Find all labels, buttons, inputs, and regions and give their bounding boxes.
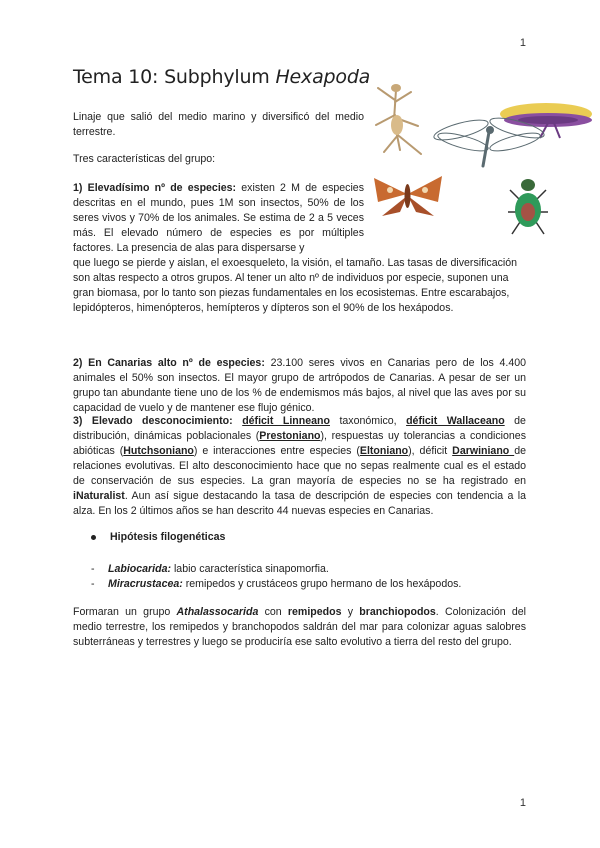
darwiniano: Darwiniano [452,445,515,457]
closing-text-3: y [341,606,360,618]
dash-icon: - [91,578,95,590]
prestoniano: Prestoniano [259,430,321,442]
mantis-illustration [366,80,436,160]
page-title [73,66,370,88]
dash-text: remipedos y crustáceos grupo hermano de los hexápodos. [182,578,462,590]
athalassocarida: Athalassocarida [176,606,259,618]
intro-paragraph: Linaje que salió del medio marino y diversificó del medio terrestre. [73,111,364,138]
dash-item-2 [91,577,461,592]
deficit-wallaceano: déficit Wallaceano [406,415,505,427]
section3-text-4: ), respuestas uy tolerancias a condiciones abióticas ( [73,430,526,457]
section3-text-3: de distribución, dinámicas poblacionales ( [73,415,526,442]
branchiopodos: branchiopodos [359,606,436,618]
section1-heading: 1) Elevadísimo nº de especies: [73,182,237,194]
page-number-top: 1 [519,37,526,49]
section3-paragraph [73,414,526,519]
dash-text: labio característica sinapomorfia. [171,563,329,575]
section1-paragraph [73,181,364,256]
eltoniano: Eltoniano [359,445,409,457]
section2-heading: 2) En Canarias alto nº de especies: [73,357,265,369]
closing-text-4: . Colonización del medio terrestre, los remipedos y branchopodos saldrán del mar para colonizar aguas salobres subterráneas y terrestres y luego se produciría ese salto evolutivo a tierra del resto del grupo. [73,606,527,648]
section3-text-8: . Aun así sigue destacando la tasa de descripción de especies con tendencia a la alza. En los 2 últimos años se han descrito 44 nuevas especies en Canarias. [73,490,526,517]
dash-icon: - [91,563,95,575]
inaturalist: iNaturalist [73,490,125,502]
section1-text: existen 2 M de especies descritas en el mundo, pues 1M son insectos, 50% de los seres vivos y 70% de los animales. Se estima de 2 a 5 veces más. El elevado número de especies es por múltiples factores. La presencia de alas para dispersarse y [73,182,364,254]
section3-text-6: ), déficit [408,445,453,457]
hutchsoniano: Hutchsoniano [123,445,194,457]
moth-illustration [370,168,445,220]
deficit-linneano: déficit Linneano [242,415,330,427]
remipedos: remipedos [287,606,342,618]
section3-text-2: taxonómico, [329,415,407,427]
dash-term: Miracrustacea: [108,578,183,590]
dash-item-1 [91,562,329,577]
closing-text-1: Formaran un grupo [73,606,177,618]
section2-paragraph [73,356,526,416]
dragonfly-illustration [431,108,549,166]
three-features-line: Tres características del grupo: [73,153,216,165]
closing-paragraph [73,605,526,650]
section3-text-5: ) e interacciones entre especies ( [193,445,360,457]
section1-continuation: que luego se pierde y aislan, el exoesqueleto, la visión, el tamaño. Las tasas de diversificación son altas respecto a otros grupos. Al tener un alto nº de individuos por especie, suponen una gran biomasa, por lo tanto son piezas fundamentales en los ecosistemas. Entre escarabajos, lepidópteros, himenópteros, hemípteros y dípteros son el 90% de los hexápodos. [73,257,518,314]
bullet-text: Hipótesis filogenéticas [110,531,226,543]
dash-term: Labiocarida: [108,563,171,575]
page-number-bottom: 1 [519,797,526,809]
section2-text: 23.100 seres vivos en Canarias pero de los 4.400 animales el 50% son insectos. El mayor grupo de artrópodos de Canarias. A pesar de ser un grupo tan abundante tiene uno de los % de endemismos más bajos, al nivel que las aves por su capacidad de vuelo y de mantener ese flujo génico. [73,357,526,414]
section3-heading: 3) Elevado desconocimiento: [73,415,233,427]
beetle-illustration [508,170,548,240]
closing-text-2: con [258,606,288,618]
section3-text-1 [233,415,243,427]
bullet-dot-icon [91,535,96,540]
title-prefix: Tema 10: Subphylum [73,66,276,88]
section3-text-7: de relaciones evolutivas. El alto desconocimiento hace que no sepas realmente cual es el estado de conservación de sus especies. La gran mayoría de especies no se ha registrado en [73,445,526,487]
title-italic: Hexapoda [275,66,371,88]
bullet-item [91,531,225,543]
